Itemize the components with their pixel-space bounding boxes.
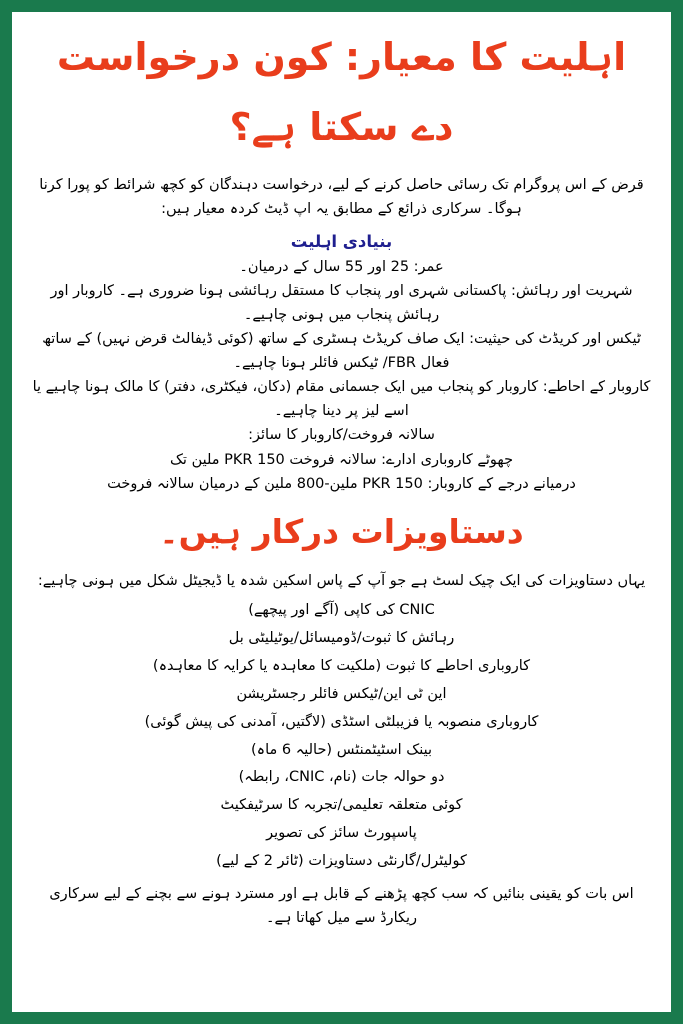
- doc-item-cnic-copy: CNIC کی کاپی (آگے اور پیچھے): [248, 602, 435, 619]
- documents-intro: یہاں دستاویزات کی ایک چیک لسٹ ہے جو آپ کے پاس اسکین شدہ یا ڈیجیٹل شکل میں ہونی چاہیے:: [37, 572, 646, 589]
- doc-item-photo: پاسپورٹ سائز کی تصویر: [266, 824, 417, 841]
- documents-required-heading: دستاویزات درکار ہیں۔: [159, 511, 524, 551]
- eligibility-item-tax-credit: ٹیکس اور کریڈٹ کی حیثیت: ایک صاف کریڈٹ ہسٹری کے ساتھ (کوئی ڈیفالٹ قرض نہیں) کے ساتھ فعال FBR/ ٹیکس فائلر ہونا چاہیے۔: [42, 331, 641, 371]
- doc-item-business-plan: کاروباری منصوبہ یا فزیبلٹی اسٹڈی (لاگتیں، آمدنی کی پیش گوئی): [144, 713, 539, 730]
- eligibility-list: [30, 255, 653, 498]
- doc-item-certificates: کوئی متعلقہ تعلیمی/تجربہ کا سرٹیفکیٹ: [220, 797, 463, 814]
- eligibility-item-citizenship: شہریت اور رہائش: پاکستانی شہری اور پنجاب کا مستقل رہائشی ہونا ضروری ہے۔ کاروبار اور رہائش پنجاب میں ہونی چاہیے۔: [50, 283, 633, 323]
- page-title: اہلیت کا معیار: کون درخواست دے سکتا ہے؟: [56, 35, 627, 150]
- doc-item-residence-proof: رہائش کا ثبوت/ڈومیسائل/یوٹیلیٹی بل: [228, 630, 455, 647]
- eligibility-item-premises: کاروبار کے احاطے: کاروبار کو پنجاب میں ایک جسمانی مقام (دکان، فیکٹری، دفتر) کا مالک ہونا چاہیے یا اسے لیز پر دینا چاہیے۔: [32, 379, 651, 419]
- eligibility-item-sales-size: سالانہ فروخت/کاروبار کا سائز:: [248, 427, 435, 444]
- doc-item-ntn-registration: این ٹی این/ٹیکس فائلر رجسٹریشن: [236, 685, 447, 702]
- eligibility-item-small-business: چھوٹے کاروباری ادارے: سالانہ فروخت PKR 150 ملین تک: [169, 451, 514, 468]
- doc-item-collateral: کولیٹرل/گارنٹی دستاویزات (ٹائر 2 کے لیے): [216, 852, 467, 869]
- intro-paragraph: قرض کے اس پروگرام تک رسائی حاصل کرنے کے لیے، درخواست دہندگان کو کچھ شرائط کو پورا کرنا ہوگا۔ سرکاری ذرائع کے مطابق یہ اپ ڈیٹ کردہ معیار ہیں:: [39, 176, 644, 218]
- doc-item-premises-proof: کاروباری احاطے کا ثبوت (ملکیت کا معاہدہ یا کرایہ کا معاہدہ): [152, 658, 531, 675]
- eligibility-item-age: عمر: 25 اور 55 سال کے درمیان۔: [239, 258, 444, 275]
- documents-checklist: [30, 597, 653, 875]
- doc-item-references: دو حوالہ جات (نام، CNIC، رابطہ): [238, 769, 445, 786]
- doc-item-bank-statements: بینک اسٹیٹمنٹس (حالیہ 6 ماہ): [250, 741, 433, 758]
- basic-eligibility-heading: بنیادی اہلیت: [290, 231, 393, 251]
- eligibility-item-medium-business: درمیانے درجے کے کاروبار: PKR 150 ملین-800 ملین کے درمیان سالانہ فروخت: [107, 476, 576, 493]
- footer-note: اس بات کو یقینی بنائیں کہ سب کچھ پڑھنے کے قابل ہے اور مسترد ہونے سے بچنے کے لیے سرکاری ریکارڈ سے میل کھاتا ہے۔: [49, 885, 634, 927]
